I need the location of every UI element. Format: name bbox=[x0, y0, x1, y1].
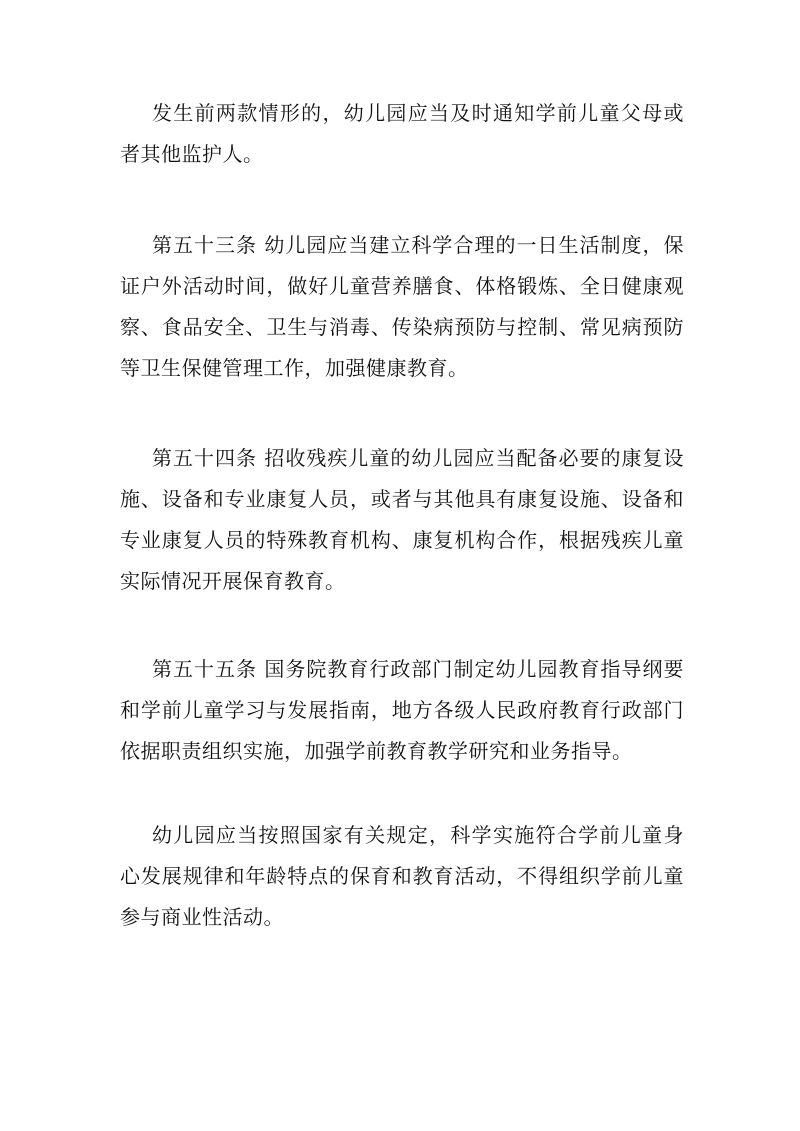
paragraph-notify-guardians: 发生前两款情形的，幼儿园应当及时通知学前儿童父母或者其他监护人。 bbox=[120, 101, 684, 166]
paragraph-article-54: 第五十四条 招收残疾儿童的幼儿园应当配备必要的康复设施、设备和专业康复人员，或者与其他具有康复设施、设备和专业康复人员的特殊教育机构、康复机构合作，根据残疾儿童实际情况开展保育教育。 bbox=[120, 446, 684, 593]
paragraph-activities-rule: 幼儿园应当按照国家有关规定，科学实施符合学前儿童身心发展规律和年龄特点的保育和教育活动，不得组织学前儿童参与商业性活动。 bbox=[120, 823, 684, 929]
paragraph-article-53: 第五十三条 幼儿园应当建立科学合理的一日生活制度，保证户外活动时间，做好儿童营养膳食、体格锻炼、全日健康观察、食品安全、卫生与消毒、传染病预防与控制、常见病预防等卫生保健管理工作，加强健康教育。 bbox=[120, 233, 684, 380]
paragraph-article-55: 第五十五条 国务院教育行政部门制定幼儿园教育指导纲要和学前儿童学习与发展指南，地方各级人民政府教育行政部门依据职责组织实施，加强学前教育教学研究和业务指导。 bbox=[120, 657, 684, 763]
